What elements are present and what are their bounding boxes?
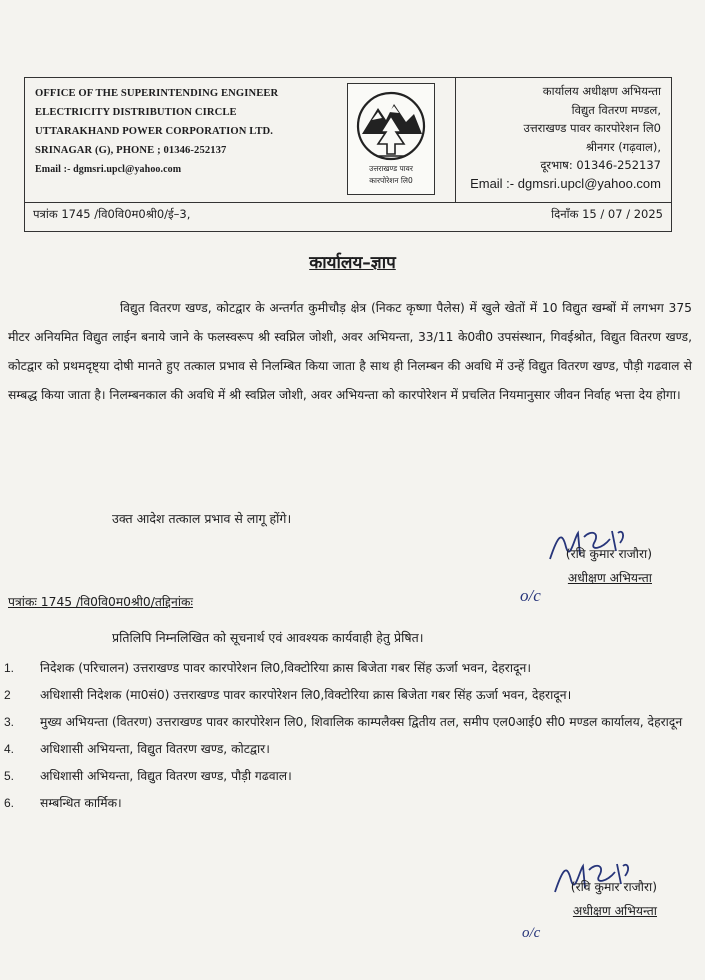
signatory-name-1: (रवि कुमार राजौरा) (565, 547, 652, 561)
order-effective-line: उक्त आदेश तत्काल प्रभाव से लागू होंगे। (112, 511, 292, 526)
signatory-designation-2: अधीक्षण अभियन्ता (572, 904, 657, 918)
corporation-name-hi: उत्तराखण्ड पावर कारपोरेशन लि0 (523, 121, 661, 135)
list-item (0, 737, 700, 762)
list-item-text: अधिशासी निदेशक (मा0सं0) उत्तराखण्ड पावर कारपोरेशन लि0,विक्टोरिया क्रास बिजेता गबर सिंह ऊर्जा भवन, देहरादून। (40, 688, 572, 702)
location-hi: श्रीनगर (गढ़वाल), (585, 139, 661, 154)
signatory-name-2: (रवि कुमार राजौरा) (570, 880, 657, 894)
list-item-text: अधिशासी अभियन्ता, विद्युत वितरण खण्ड, कोटद्वार। (40, 742, 270, 756)
list-item (0, 791, 700, 816)
list-item (0, 656, 700, 681)
list-item (0, 710, 700, 735)
letterhead-divider (25, 202, 671, 203)
letterhead-english (35, 84, 335, 179)
letter-date: दिनाँक 15 / 07 / 2025 (551, 207, 663, 221)
letterhead (24, 77, 672, 232)
list-item-number: 2 (4, 688, 11, 702)
phone-hi: दूरभाष: 01346-252137 (540, 158, 661, 172)
logo-caption-1: उत्तराखण्ड पावर (369, 164, 413, 173)
list-item-number: 5. (4, 769, 15, 783)
list-item-number: 1. (4, 661, 15, 675)
upcl-logo (347, 83, 435, 195)
circle-name-hi: विद्युत वितरण मण्डल, (571, 102, 661, 117)
letter-number: पत्रांक 1745 /वि0वि0म0श्री0/ई–3, (33, 207, 191, 221)
list-item-number: 3. (4, 715, 15, 729)
mountain-tree-logo-icon (356, 88, 426, 164)
logo-caption-2: कारपोरेशन लि0 (369, 176, 413, 185)
list-item-number: 4. (4, 742, 15, 756)
memo-body-text: विद्युत वितरण खण्ड, कोटद्वार के अन्तर्गत कुमीचौड़ क्षेत्र (निकट कृष्णा पैलेस) में खुले खेतों में 10 विद्युत खम्बों में लगभग 375 मीटर अनियमित विद्युत लाईन बनाये जाने के फलस्वरूप श्री स्वप्निल जोशी, अवर अभियन्ता, 33/11 के0वी0 उपसंस्थान, गिवईश्रोत, विद्युत वितरण खण्ड, कोटद्वार को प्रथमदृष्ट्या दोषी मानते हुए तत्काल प्रभाव से निलम्बित किया जाता है साथ ही निलम्बन की अवधि में उन्हें विद्युत वितरण खण्ड, पौड़ी गढवाल से सम्बद्ध किया जाता है। निलम्बनकाल की अवधि में श्री स्वप्निल जोशी, अवर अभियन्ता को कारपोरेशन में प्रचलित नियमानुसार जीवन निर्वाह भत्ता देय होगा। (8, 301, 692, 402)
memo-title: कार्यालय–ज्ञाप (309, 253, 396, 273)
office-name-hi: कार्यालय अधीक्षण अभियन्ता (542, 84, 661, 98)
list-item-text: सम्बन्धित कार्मिक। (40, 796, 122, 810)
corporation-name: UTTARAKHAND POWER CORPORATION LTD. (35, 126, 274, 137)
office-name: OFFICE OF THE SUPERINTENDING ENGINEER (35, 88, 279, 99)
oc-note-1: o/c (520, 586, 541, 605)
list-item-number: 6. (4, 796, 15, 810)
email-en: Email :- dgmsri.upcl@yahoo.com (35, 164, 182, 175)
memo-body (8, 294, 692, 410)
email-hi: Email :- dgmsri.upcl@yahoo.com (470, 175, 661, 191)
copy-reference-number: पत्रांकः 1745 /वि0वि0म0श्री0/तद्दिनांकः (8, 595, 193, 609)
list-item-text: अधिशासी अभियन्ता, विद्युत वितरण खण्ड, पौड़ी गढवाल। (40, 769, 292, 783)
oc-note-2: o/c (522, 925, 541, 941)
copy-list (0, 656, 700, 818)
list-item (0, 764, 700, 789)
list-item-text: निदेशक (परिचालन) उत्तराखण्ड पावर कारपोरेशन लि0,विक्टोरिया क्रास बिजेता गबर सिंह ऊर्जा भवन, देहरादून। (40, 661, 532, 675)
list-item-text: मुख्य अभियन्ता (वितरण) उत्तराखण्ड पावर कारपोरेशन लि0, शिवालिक काम्पलैक्स द्वितीय तल, समीप एल0आई0 सी0 मण्डल कार्यालय, देहरादून (40, 715, 683, 729)
signatory-designation-1: अधीक्षण अभियन्ता (567, 571, 652, 585)
circle-name: ELECTRICITY DISTRIBUTION CIRCLE (35, 107, 237, 118)
list-item (0, 683, 700, 708)
address-phone: SRINAGAR (G), PHONE ; 01346-252137 (35, 145, 227, 156)
copy-intro: प्रतिलिपि निम्नलिखित को सूचनार्थ एवं आवश्यक कार्यवाही हेतु प्रेषित। (112, 630, 424, 645)
letterhead-hindi (451, 82, 661, 193)
